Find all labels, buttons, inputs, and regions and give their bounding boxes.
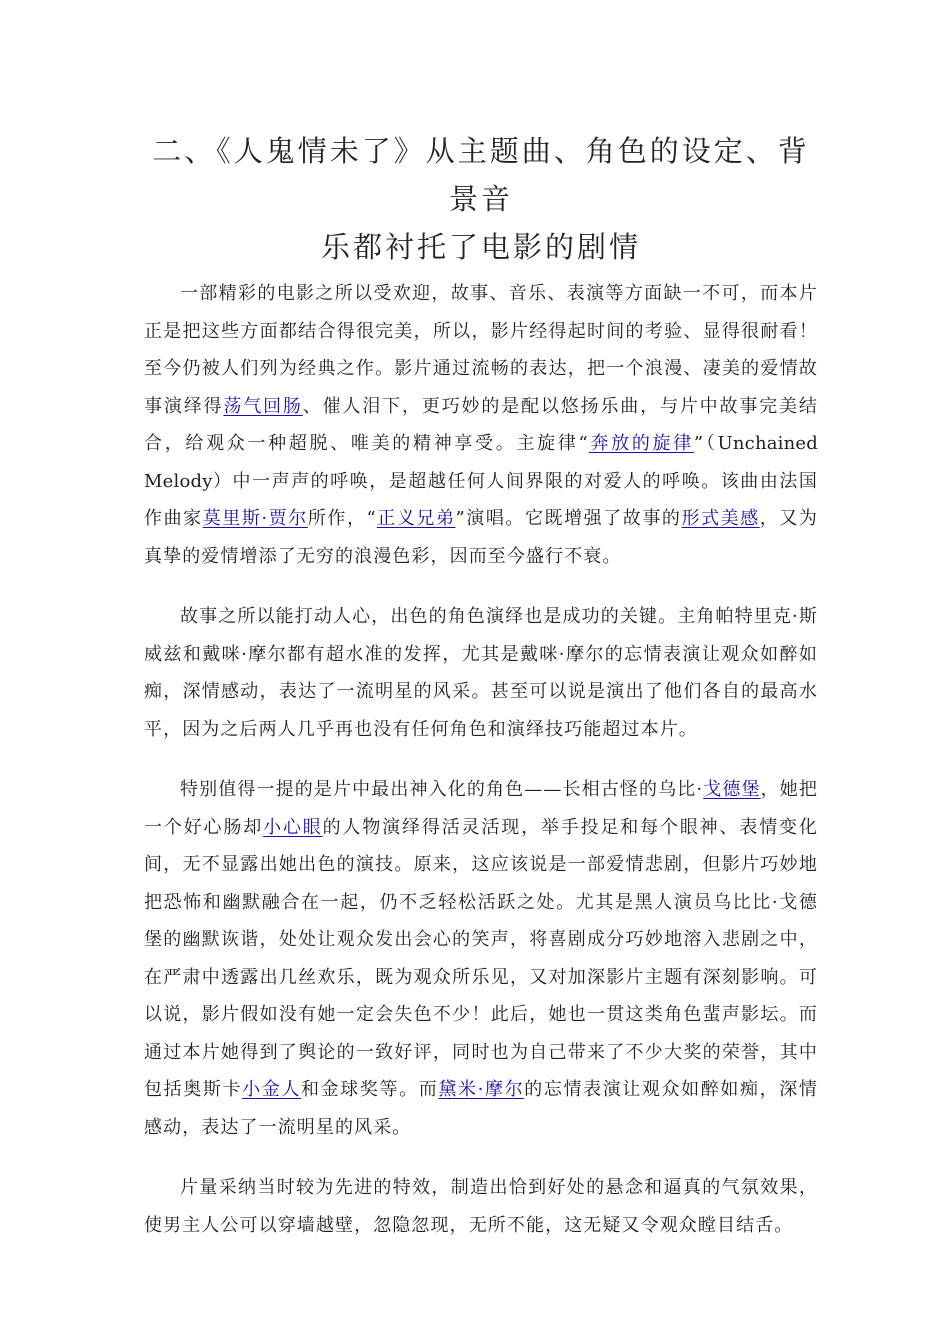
title-line-2: 乐都衬托了电影的剧情 <box>320 230 641 264</box>
link-dangqihuichang[interactable]: 荡气回肠 <box>223 395 303 417</box>
link-formal-beauty[interactable]: 形式美感 <box>681 508 760 529</box>
paragraph-intro <box>144 275 818 575</box>
text-run: ”（ <box>693 433 718 454</box>
text-run: ）中一声声的呼唤，是超越任何人间界限的对爱人的呼唤。该曲由法国作曲家 <box>144 470 818 529</box>
song-title-latin: Unchained Melody <box>144 433 819 492</box>
link-righteous-brothers[interactable]: 正义兄弟 <box>376 508 456 529</box>
page-title <box>144 127 818 271</box>
text-run: ，她把一个好心肠却 <box>144 779 818 838</box>
text-run: 、催人泪下，更巧妙的是配以悠扬乐曲，与片中故事完美结合，给观众一种超脱、唯美的精神享受。主旋律“ <box>144 395 818 454</box>
title-line-1: 二、《人鬼情未了》从主题曲、角色的设定、背景音 <box>152 134 810 216</box>
link-demi-moore[interactable]: 黛米·摩尔 <box>438 1079 525 1100</box>
link-unchained-melody[interactable]: 奔放的旋律 <box>588 433 694 454</box>
text-run: ”演唱。它既增强了故事的 <box>455 508 682 529</box>
text-run: 特别值得一提的是片中最出神入化的角色——长相古怪的乌比· <box>180 779 704 800</box>
paragraph-whoopi <box>144 771 818 1146</box>
link-goldberg[interactable]: 戈德堡 <box>703 779 761 800</box>
text-run: ，又为真挚的爱情增添了无穷的浪漫色彩，因而至今盛行不衰。 <box>144 508 818 567</box>
text-run: 的人物演绎得活灵活现，举手投足和每个眼神、表情变化间，无不显露出她出色的演技。原来，这应该说是一部爱情悲剧，但影片巧妙地把恐怖和幽默融合在一起，仍不乏轻松活跃之处。尤其是黑人演员乌比比·戈德堡的幽默诙谐，处处让观众发出会心的笑声，将喜剧成分巧妙地溶入悲剧之中，在严肃中透露出几丝欢乐，既为观众所乐见，又对加深影片主题有深刻影响。可以说，影片假如没有她一定会失色不少！此后，她也一贯这类角色蜚声影坛。而通过本片她得到了舆论的一致好评，同时也为自己带来了不少大奖的荣誉，其中包括奥斯卡 <box>144 816 818 1100</box>
text-run: 所作，“ <box>307 508 377 529</box>
text-run: 的忘情表演让观众如醉如痴，深情感动，表达了一流明星的风采。 <box>144 1079 819 1138</box>
link-maurice-jarre[interactable]: 莫里斯·贾尔 <box>202 508 308 529</box>
link-oscar-statuette[interactable]: 小金人 <box>242 1079 301 1100</box>
paragraph-acting: 故事之所以能打动人心，出色的角色演绎也是成功的关键。主角帕特里克·斯威兹和戴咪·摩尔都有超水准的发挥，尤其是戴咪·摩尔的忘情表演让观众如醉如痴，深情感动，表达了一流明星的风采。甚至可以说是演出了他们各自的最高水平，因为之后两人几乎再也没有任何角色和演绎技巧能超过本片。 <box>144 606 818 740</box>
text-run: 和金球奖等。而 <box>301 1079 439 1100</box>
text-run: 一部精彩的电影之所以受欢迎，故事、音乐、表演等方面缺一不可，而本片正是把这些方面都结合得很完美，所以，影片经得起时间的考验、显得很耐看！至今仍被人们列为经典之作。影片通过流畅的表达，把一个浪漫、凄美的爱情故事演绎得 <box>144 283 818 417</box>
paragraph-effects: 片量采纳当时较为先进的特效，制造出恰到好处的悬念和逼真的气氛效果，使男主人公可以穿墙越壁，忽隐忽现，无所不能，这无疑又令观众瞠目结舌。 <box>144 1177 818 1236</box>
link-xiaoxinyan[interactable]: 小心眼 <box>263 816 323 838</box>
